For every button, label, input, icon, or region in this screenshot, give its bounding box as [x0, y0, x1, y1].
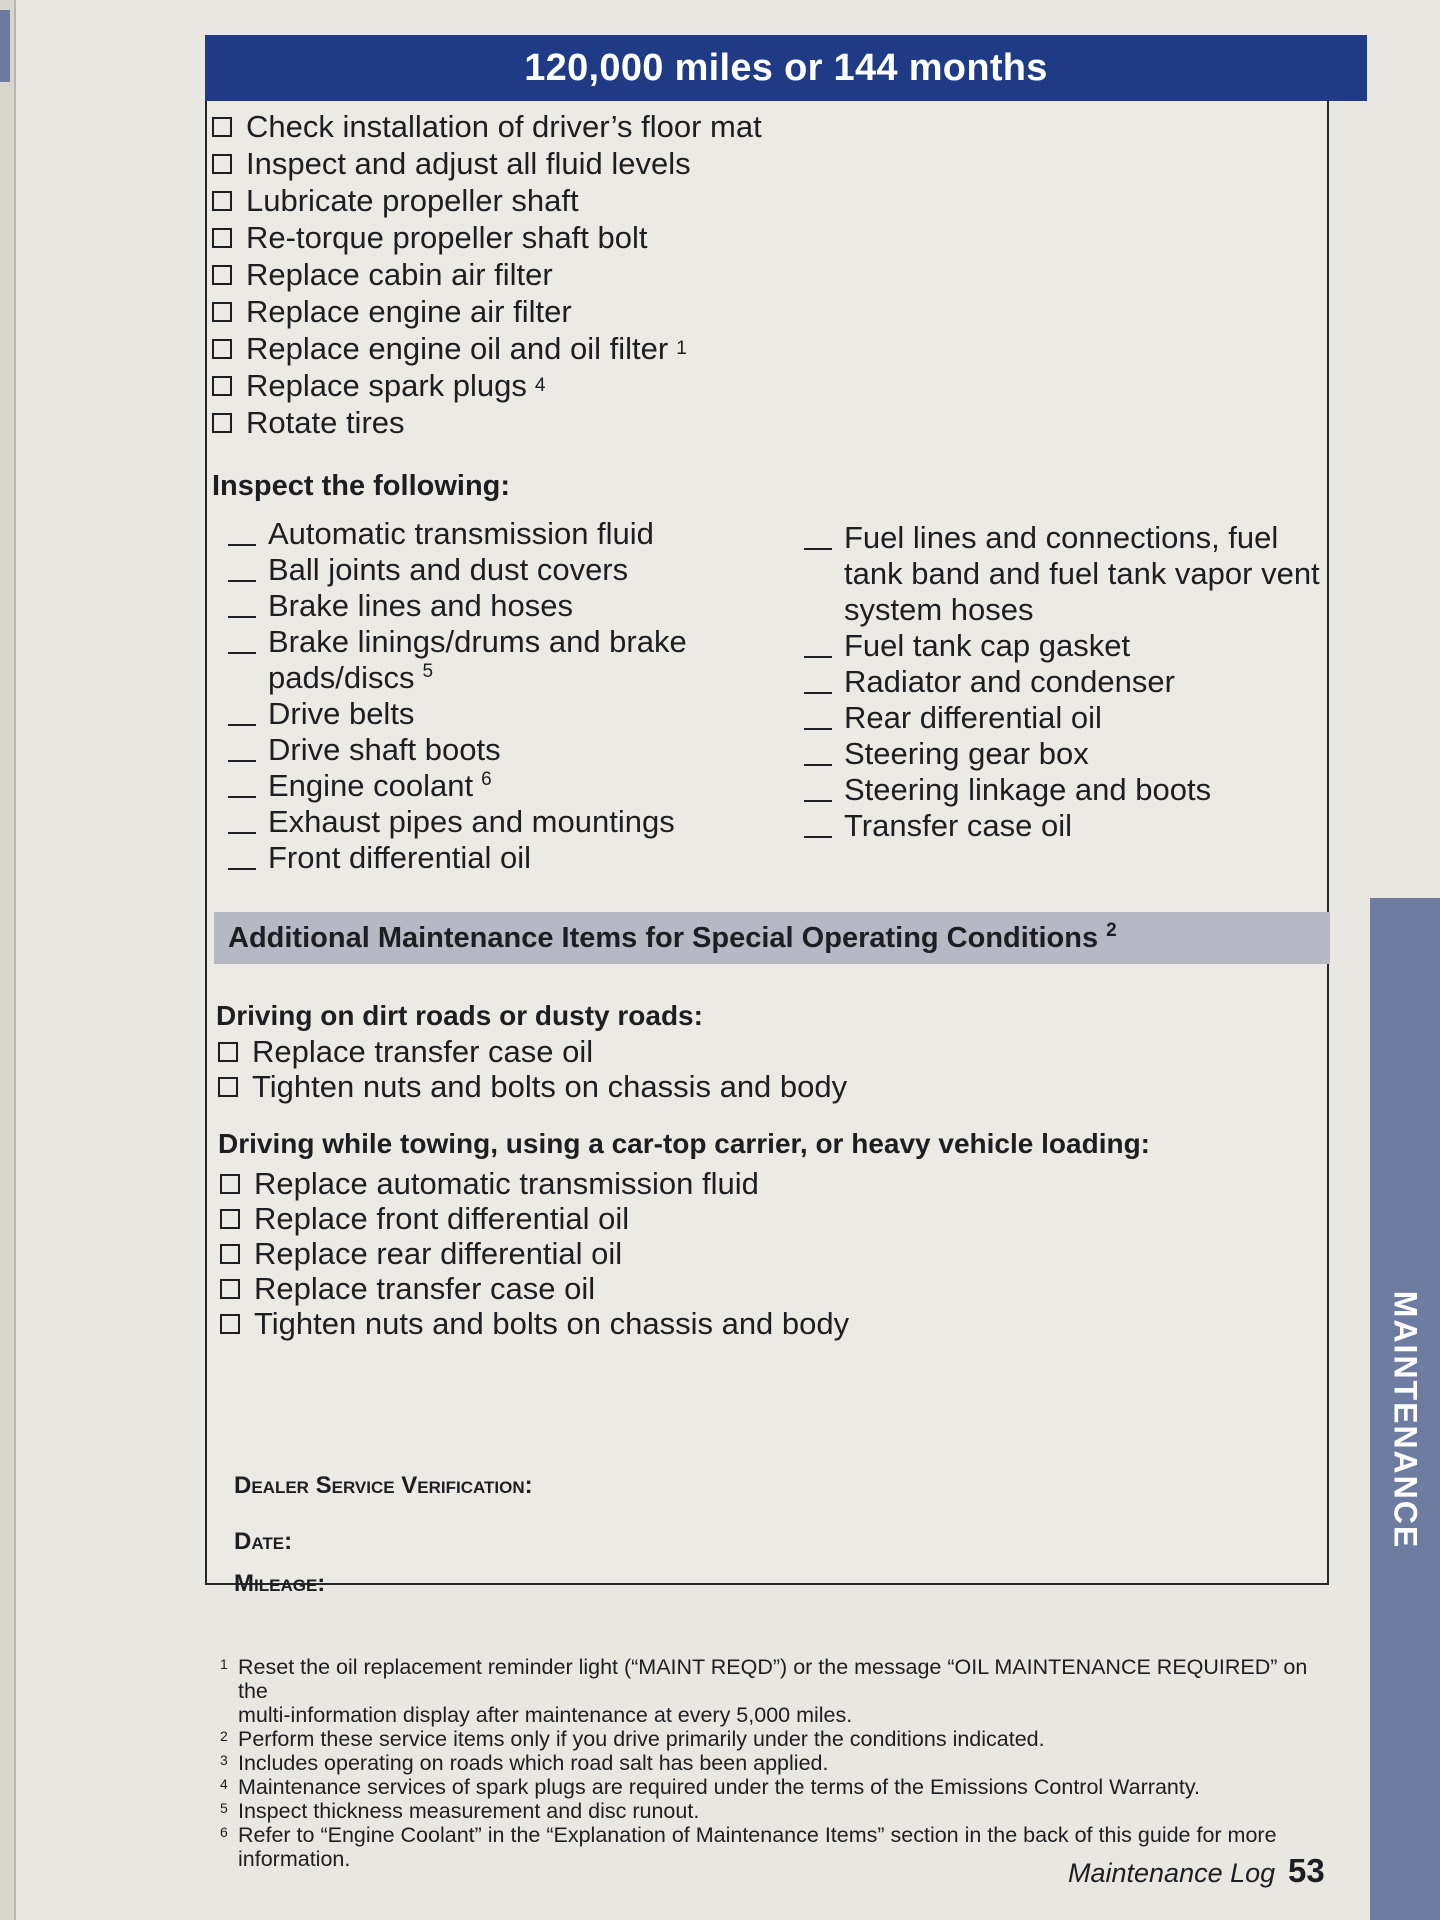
inspection-item-label: Drive shaft boots [268, 732, 501, 767]
checklist-item-label: Tighten nuts and bolts on chassis and body [254, 1305, 850, 1341]
inspection-blank-line [804, 700, 832, 730]
checklist-item [220, 1306, 849, 1341]
inspection-item [228, 624, 768, 696]
inspection-item-label: Front differential oil [268, 840, 532, 875]
checkbox-icon[interactable] [212, 413, 232, 433]
inspection-item [804, 520, 1344, 628]
footnote [220, 1775, 1340, 1799]
checklist-item-label: Inspect and adjust all fluid levels [246, 145, 691, 181]
checkbox-icon[interactable] [212, 191, 232, 211]
checklist-item-label: Replace rear differential oil [254, 1235, 623, 1271]
towing-list [220, 1166, 849, 1341]
inspect-title: Inspect the following: [212, 470, 511, 502]
inspection-item [228, 696, 768, 732]
footnote-number: 5 [220, 1800, 228, 1816]
checklist-item [218, 1069, 847, 1104]
inspection-item-text [844, 736, 1089, 772]
task-list [212, 108, 762, 441]
schedule-header: 120,000 miles or 144 months [205, 35, 1367, 101]
date-label: Date: [234, 1528, 293, 1555]
inspection-item [804, 808, 1344, 844]
inspection-item-label: Steering linkage and boots [844, 772, 1212, 807]
inspection-item-text [844, 772, 1211, 808]
checklist-item [212, 219, 762, 256]
footnote-number: 2 [220, 1728, 228, 1744]
checklist-item [218, 1034, 847, 1069]
inspection-item-label: Steering gear box [844, 736, 1089, 771]
checklist-item-label: Tighten nuts and bolts on chassis and body [252, 1068, 848, 1104]
inspection-blank-line [228, 840, 256, 870]
inspection-item-text [268, 768, 492, 804]
footnote-ref: 5 [422, 660, 434, 682]
checklist-item [220, 1236, 849, 1271]
dealer-verification-title: Dealer Service Verification: [234, 1472, 533, 1499]
checklist-item-label: Replace cabin air filter [246, 256, 553, 292]
checklist-item [212, 404, 762, 441]
inspection-item-label: Brake lines and hoses [268, 588, 574, 623]
inspection-item-label: Engine coolant [268, 768, 474, 803]
inspection-blank-line [804, 772, 832, 802]
checkbox-icon[interactable] [212, 228, 232, 248]
inspection-blank-line [804, 664, 832, 694]
inspection-item-label: Transfer case oil [844, 808, 1072, 843]
inspection-item-label: Fuel tank cap gasket [844, 628, 1131, 663]
footnote-continuation: information. [238, 1847, 351, 1871]
inspection-item-text [844, 520, 1344, 628]
inspection-item-text [268, 732, 501, 768]
additional-maintenance-bar [214, 912, 1330, 964]
inspect-list-right [804, 520, 1344, 844]
footnotes [220, 1655, 1340, 1871]
footnote [220, 1655, 1340, 1703]
footnote-text: Refer to “Engine Coolant” in the “Explanation of Maintenance Items” section in the back of this guide for more [238, 1823, 1277, 1847]
footnote-body [238, 1727, 1045, 1751]
inspection-item-text [844, 700, 1102, 736]
checkbox-icon[interactable] [212, 265, 232, 285]
checkbox-icon[interactable] [220, 1244, 240, 1264]
inspect-list-left [228, 516, 768, 876]
inspection-blank-line [228, 552, 256, 582]
footnote-text: Perform these service items only if you drive primarily under the conditions indicated. [238, 1727, 1045, 1751]
inspection-item-text [268, 552, 628, 588]
inspection-item-label: Brake linings/drums and brake pads/discs [268, 624, 687, 695]
footnote-number: 3 [220, 1752, 228, 1768]
checklist-item-label: Replace engine air filter [246, 293, 572, 329]
page-number: 53 [1288, 1852, 1325, 1889]
inspection-item [228, 552, 768, 588]
checklist-item-label: Replace engine oil and oil filter [246, 330, 669, 366]
checklist-item [212, 256, 762, 293]
checklist-item-label: Re-torque propeller shaft bolt [246, 219, 648, 255]
inspection-item [804, 736, 1344, 772]
inspection-item [804, 700, 1344, 736]
inspection-item [804, 664, 1344, 700]
inspection-item-text [268, 516, 654, 552]
footnote-body [238, 1751, 828, 1775]
inspection-item [228, 516, 768, 552]
checklist-item [220, 1201, 849, 1236]
inspection-blank-line [228, 732, 256, 762]
footnote [220, 1751, 1340, 1775]
inspection-item [804, 772, 1344, 808]
footnote [220, 1823, 1340, 1847]
footnote-ref: 2 [1106, 920, 1117, 942]
checkbox-icon[interactable] [212, 117, 232, 137]
inspection-item-label: Ball joints and dust covers [268, 552, 629, 587]
inspection-item-text [268, 840, 531, 876]
checkbox-icon[interactable] [212, 302, 232, 322]
inspection-blank-line [228, 516, 256, 546]
inspection-item-label: Rear differential oil [844, 700, 1102, 735]
inspection-item-label: Drive belts [268, 696, 415, 731]
inspection-item-text [844, 664, 1175, 700]
footnote-body [238, 1775, 1200, 1799]
inspection-blank-line [228, 768, 256, 798]
inspection-item [228, 768, 768, 804]
checklist-item-label: Rotate tires [246, 404, 405, 440]
inspection-item-label: Fuel lines and connections, fuel tank band and fuel tank vapor vent system hoses [844, 520, 1320, 627]
checklist-item: Replace engine oil and oil filter 1 [212, 330, 762, 367]
inspection-item-text [844, 808, 1072, 844]
inspection-blank-line [228, 804, 256, 834]
footnote-text: Inspect thickness measurement and disc runout. [238, 1799, 700, 1823]
additional-maintenance-title: Additional Maintenance Items for Special Operating Conditions [228, 922, 1099, 954]
checkbox-icon[interactable] [212, 376, 232, 396]
checklist-item-label: Check installation of driver’s floor mat [246, 108, 762, 144]
dirt-roads-list [218, 1034, 847, 1104]
footnote-body [238, 1799, 699, 1823]
inspection-item-label: Radiator and condenser [844, 664, 1175, 699]
inspection-item [228, 732, 768, 768]
checklist-item-label: Replace spark plugs [246, 367, 527, 403]
checkbox-icon[interactable] [220, 1209, 240, 1229]
inspection-blank-line [804, 628, 832, 658]
footnote-text: Maintenance services of spark plugs are required under the terms of the Emissions Control Warranty. [238, 1775, 1200, 1799]
checklist-item-label: Lubricate propeller shaft [246, 182, 579, 218]
footnote-body [238, 1823, 1277, 1847]
footnote-number: 6 [220, 1824, 228, 1840]
inspection-item-text [268, 624, 768, 696]
footnote-number: 1 [220, 1656, 228, 1672]
inspection-blank-line [804, 808, 832, 838]
inspection-blank-line [804, 520, 832, 550]
footnote [220, 1727, 1340, 1751]
checkbox-icon[interactable] [220, 1279, 240, 1299]
inspection-item-label: Automatic transmission fluid [268, 516, 654, 551]
checklist-item [212, 108, 762, 145]
checklist-item [220, 1166, 849, 1201]
mileage-label: Mileage: [234, 1570, 326, 1597]
footnote-text: Reset the oil replacement reminder light (“MAINT REQD”) or the message “OIL MAINTENANCE REQUIRED” on the [238, 1655, 1308, 1703]
inspection-item [228, 840, 768, 876]
checklist-item-label: Replace transfer case oil [252, 1033, 594, 1069]
dirt-roads-title: Driving on dirt roads or dusty roads: [216, 1000, 703, 1031]
checklist-item-label: Replace front differential oil [254, 1200, 630, 1236]
footer-label: Maintenance Log [1068, 1858, 1276, 1888]
adjacent-page-edge [0, 0, 16, 1920]
checklist-item-label: Replace transfer case oil [254, 1270, 596, 1306]
checkbox-icon[interactable] [212, 154, 232, 174]
towing-title: Driving while towing, using a car-top carrier, or heavy vehicle loading: [218, 1128, 1150, 1159]
inspection-blank-line [804, 736, 832, 766]
checkbox-icon[interactable] [218, 1077, 238, 1097]
inspection-item-text [844, 628, 1130, 664]
inspection-item-text [268, 804, 675, 840]
inspection-item-text [268, 696, 414, 732]
inspection-item [228, 804, 768, 840]
checkbox-icon[interactable] [220, 1174, 240, 1194]
checkbox-icon[interactable] [212, 339, 232, 359]
inspection-item-label: Exhaust pipes and mountings [268, 804, 675, 839]
inspection-item [804, 628, 1344, 664]
inspection-item-text [268, 588, 573, 624]
footnote [220, 1799, 1340, 1823]
footnote-continuation: multi-information display after maintenance at every 5,000 miles. [238, 1703, 853, 1727]
inspection-item [228, 588, 768, 624]
footnote-text: Includes operating on roads which road salt has been applied. [238, 1751, 829, 1775]
checklist-item-label: Replace automatic transmission fluid [254, 1165, 759, 1201]
footnote-number: 4 [220, 1776, 228, 1792]
checkbox-icon[interactable] [220, 1314, 240, 1334]
checkbox-icon[interactable] [218, 1042, 238, 1062]
checklist-item [212, 182, 762, 219]
footnote-ref: 6 [481, 768, 492, 790]
inspection-blank-line [228, 624, 256, 654]
checklist-item [212, 145, 762, 182]
checklist-item [220, 1271, 849, 1306]
inspection-blank-line [228, 588, 256, 618]
footnote-body [238, 1655, 1340, 1703]
checklist-item [212, 293, 762, 330]
section-side-tab-label: MAINTENANCE [1387, 1290, 1424, 1550]
adjacent-page-tab [0, 10, 10, 82]
checklist-item: Replace spark plugs 4 [212, 367, 762, 404]
inspection-blank-line [228, 696, 256, 726]
